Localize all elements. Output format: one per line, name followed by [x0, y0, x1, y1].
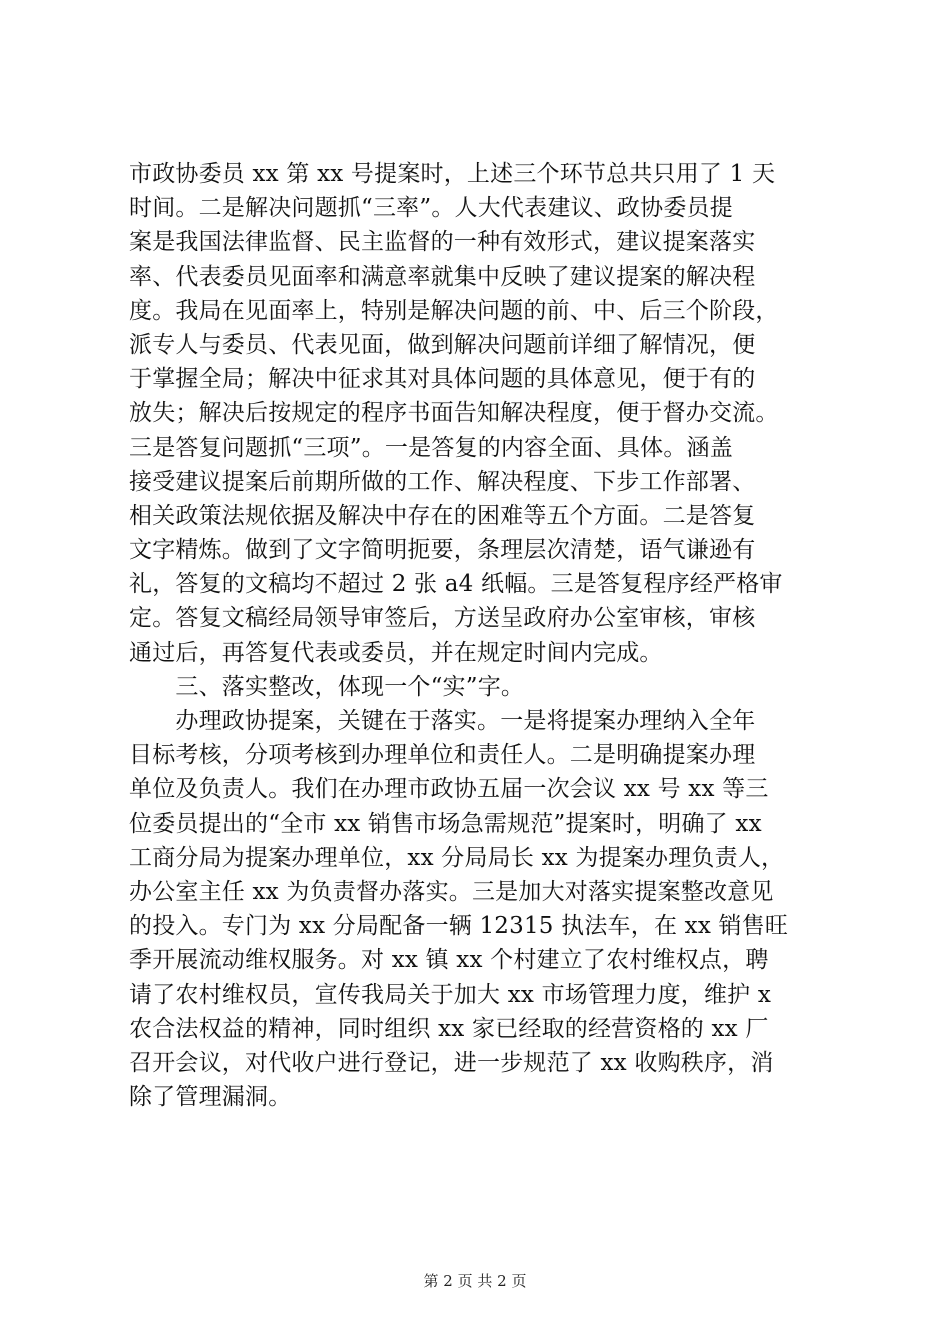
body-text — [129, 157, 837, 1114]
text-line: 放失；解决后按规定的程序书面告知解决程度，便于督办交流。 — [129, 400, 779, 427]
text-line: 召开会议，对代收户进行登记，进一步规范了 xx 收购秩序，消 — [129, 1049, 774, 1076]
text-line: 农合法权益的精神，同时组织 xx 家已经取的经营资格的 xx 厂 — [129, 1015, 769, 1042]
text-line: 请了农村维权员，宣传我局关于加大 xx 市场管理力度，维护 x — [129, 981, 772, 1008]
text-line: 派专人与委员、代表见面，做到解决问题前详细了解情况，便 — [129, 331, 756, 358]
text-line: 季开展流动维权服务。对 xx 镇 xx 个村建立了农村维权点，聘 — [129, 947, 769, 974]
text-line: 单位及负责人。我们在办理市政协五届一次会议 xx 号 xx 等三 — [129, 776, 769, 803]
text-line: 办公室主任 xx 为负责督办落实。三是加大对落实提案整改意见 — [129, 878, 774, 905]
text-line: 接受建议提案后前期所做的工作、解决程度、下步工作部署、 — [129, 468, 756, 495]
text-line: 三是答复问题抓“三项”。一是答复的内容全面、具体。涵盖 — [129, 434, 733, 461]
page-number-footer: 第 2 页 共 2 页 — [423, 1272, 527, 1290]
text-line: 市政协委员 xx 第 xx 号提案时，上述三个环节总共只用了 1 天 — [129, 161, 776, 187]
text-line: 位委员提出的“全市 xx 销售市场急需规范”提案时，明确了 xx — [129, 810, 762, 837]
text-line: 时间。二是解决问题抓“三率”。人大代表建议、政协委员提 — [129, 195, 733, 222]
text-line: 相关政策法规依据及解决中存在的困难等五个方面。二是答复 — [129, 502, 756, 529]
text-line: 的投入。专门为 xx 分局配备一辆 12315 执法车，在 xx 销售旺 — [129, 913, 789, 940]
text-line: 通过后，再答复代表或委员，并在规定时间内完成。 — [129, 639, 663, 666]
section-heading: 三、落实整改，体现一个“实”字。 — [129, 673, 525, 700]
text-line: 定。答复文稿经局领导审签后，方送呈政府办公室审核，审核 — [129, 605, 756, 632]
text-line: 除了管理漏洞。 — [129, 1084, 292, 1111]
text-line: 工商分局为提案办理单位，xx 分局局长 xx 为提案办理负责人， — [129, 844, 785, 871]
text-line: 案是我国法律监督、民主监督的一种有效形式，建议提案落实 — [129, 229, 756, 256]
text-line: 率、代表委员见面率和满意率就集中反映了建议提案的解决程 — [129, 263, 756, 290]
text-line: 于掌握全局；解决中征求其对具体问题的具体意见，便于有的 — [129, 366, 756, 393]
text-line: 文字精炼。做到了文字简明扼要，条理层次清楚，语气谦逊有 — [129, 537, 756, 564]
text-line: 度。我局在见面率上，特别是解决问题的前、中、后三个阶段， — [129, 297, 779, 324]
text-line: 礼，答复的文稿均不超过 2 张 a4 纸幅。三是答复程序经严格审 — [129, 571, 783, 598]
text-line: 目标考核，分项考核到办理单位和责任人。二是明确提案办理 — [129, 742, 756, 769]
text-line: 办理政协提案，关键在于落实。一是将提案办理纳入全年 — [129, 708, 756, 734]
